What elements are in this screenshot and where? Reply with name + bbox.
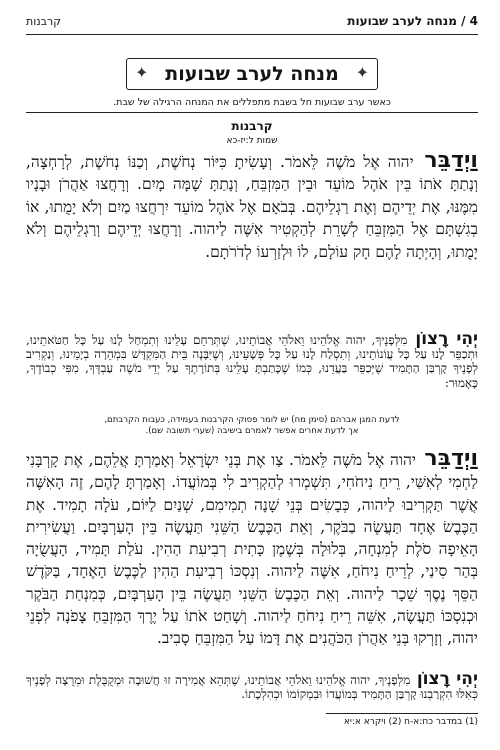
left-ornament-icon: ✦ [135, 63, 149, 82]
prayer-page [26, 0, 478, 750]
halachic-note [26, 415, 478, 437]
prayer-title: מנחה לערב שבועות [165, 63, 339, 85]
section-heading: קרבנות [231, 119, 273, 133]
title-box [126, 58, 378, 90]
page-header [26, 14, 478, 34]
paragraph-opener: וַיְדַבֵּר [413, 148, 478, 173]
right-ornament-icon: ✦ [355, 63, 369, 82]
paragraph-opener: יְהִי רָצוֹן [407, 329, 479, 349]
paragraph-opener: וַיְדַבֵּר [415, 446, 478, 471]
footnote-rule [326, 713, 478, 714]
instruction-rule [26, 112, 478, 113]
note-line: לדעת המגן אברהם (סימן מח) יש לומר פסוקי הקרבנות בעמידה, כעבות הקרבתם, [104, 415, 400, 425]
instruction-note: כאשר ערב שבועות חל בשבת מתפללים את המנחה הרגילה של שבת. [113, 97, 391, 108]
paragraph-kiyor [26, 150, 478, 263]
paragraph-tamid [26, 448, 478, 650]
paragraph-text: מִלְּפָנֶיךָ, יהוה אֱלֹהֵינוּ וֵאלֹהֵי אֲבוֹתֵינוּ, שֶׁתְּהֵא אֲמִירָה זוּ חֲשׁוּבָה וּמְקֻבֶּלֶת וּמְרֻצָה לְפָנֶיךָ כְּאִלּוּ הִקְרַבְנוּ קָרְבַּן הַתָּמִיד בְּמוֹעֲדוֹ וּבִמְקוֹמוֹ וּכְהִלְכָתוֹ. [26, 673, 478, 702]
paragraph-opener: יְהִי רָצוֹן [410, 669, 478, 689]
note-line: אך לדעת אחרים אפשר לאמרם בישיבה (שערי תשובה שם). [145, 426, 359, 436]
paragraph-text: יהוה אֶל מֹשֶׁה לֵּאמֹר. צַו אֶת בְּנֵי יִשְׂרָאֵל וְאָמַרְתָּ אֲלֵהֶם, אֶת קָרְבָּנִי לַחְמִי לְאִשַּׁי, רֵיחַ נִיחֹחִי, תִּשְׁמְרוּ לְהַקְרִיב לִי בְּמוֹעֲדוֹ. וְאָמַרְתָּ לָהֶם, זֶה הָאִשֶּׁה אֲשֶׁר תַּקְרִיבוּ לַיהוה, כְּבָשִׂים בְּנֵי שָׁנָה תְמִימִם, שְׁנַיִם לַיּוֹם, עֹלָה תָמִיד. אֶת הַכֶּבֶשׂ אֶחָד תַּעֲשֶׂה בַבֹּקֶר, וְאֵת הַכֶּבֶשׂ הַשֵּׁנִי תַּעֲשֶׂה בֵּין הָעַרְבָּיִם. וַעֲשִׂירִית הָאֵיפָה סֹלֶת לְמִנְחָה, בְּלוּלָה בְּשֶׁמֶן כָּתִית רְבִיעִת הַהִין. עֹלַת תָּמִיד, הָעֲשֻׂיָה בְּהַר סִינַי, לְרֵיחַ נִיחֹחַ, אִשֶּׁה לַיהוה. וְנִסְכּוֹ רְבִיעִת הַהִין לַכֶּבֶשׂ הָאֶחָד, בַּקֹּדֶשׁ הַסֵּךְ נֶסֶךְ שֵׁכָר לַיהוה. וְאֵת הַכֶּבֶשׂ הַשֵּׁנִי תַּעֲשֶׂה בֵּין הָעַרְבָּיִם, כְּמִנְחַת הַבֹּקֶר וּכְנִסְכּוֹ תַּעֲשֶׂה, אִשֵּׁה רֵיחַ נִיחֹחַ לַיהוה. וְשָׁחַט אֹתוֹ עַל יֶרֶךְ הַמִּזְבֵּחַ צָפֹנָה לִפְנֵי יהוה, וְזָרְקוּ בְּנֵי אַהֲרֹן הַכֹּהֲנִים אֶת דָּמוֹ עַל הַמִּזְבֵּחַ סָבִיב. [26, 451, 478, 648]
paragraph-text: מִלְּפָנֶיךָ, יהוה אֱלֹהֵינוּ וֵאלֹהֵי אֲבוֹתֵינוּ, שֶׁתְּרַחֵם עָלֵינוּ וְתִמְחַל לָנוּ עַל כָּל חַטֹּאתֵינוּ, וּתְכַפֵּר לָנוּ עַל כָּל עֲוֹנוֹתֵינוּ, וְתִסְלַח לָנוּ עַל כָּל פְּשָׁעֵינוּ, וְשֶׁיִּבָּנֶה בֵּית הַמִּקְדָּשׁ בִּמְהֵרָה בְיָמֵינוּ, וְנַקְרִיב לְפָנֶיךָ קָרְבַּן הַתָּמִיד שֶׁיְּכַפֵּר בַּעֲדֵנוּ, כְּמוֹ שֶׁכָּתַבְתָּ עָלֵינוּ בְּתוֹרָתֶךָ עַל יְדֵי מֹשֶׁה עַבְדֶּךָ, מִפִּי כְבוֹדֶךָ, כָּאָמוּר: [26, 333, 478, 390]
section-name: קרבנות [26, 15, 62, 28]
header-rule [26, 34, 478, 35]
page-number-and-title: 4 / מנחה לערב שבועות [347, 14, 478, 28]
footnotes: (1) במדבר כח:א-ח (2) ויקרא א:יא [343, 717, 478, 727]
paragraph-text: יהוה אֶל מֹשֶׁה לֵּאמֹר. וְעָשִׂיתָ כִּיּוֹר נְחֹשֶׁת, וְכַנּוֹ נְחֹשֶׁת, לְרָחְצָה, וְנָתַתָּ אֹתוֹ בֵּין אֹהֶל מוֹעֵד וּבֵין הַמִּזְבֵּחַ, וְנָתַתָּ שָׁמָּה מָיִם. וְרָחֲצוּ אַהֲרֹן וּבָנָיו מִמֶּנּוּ, אֶת יְדֵיהֶם וְאֶת רַגְלֵיהֶם. בְּבֹאָם אֶל אֹהֶל מוֹעֵד יִרְחֲצוּ מַיִם וְלֹא יָמֻתוּ, אוֹ בְגִשְׁתָּם אֶל הַמִּזְבֵּחַ לְשָׁרֵת לְהַקְטִיר אִשֶּׁה לַיהוה. וְרָחֲצוּ יְדֵיהֶם וְרַגְלֵיהֶם וְלֹא יָמֻתוּ, וְהָיְתָה לָהֶם חָק עוֹלָם, לוֹ וּלְזַרְעוֹ לְדֹרֹתָם. [26, 153, 478, 261]
paragraph-yehi-ratzon-1 [26, 329, 479, 390]
source-reference: שמות ל:יז-כא [226, 136, 278, 146]
paragraph-yehi-ratzon-2 [26, 669, 478, 702]
